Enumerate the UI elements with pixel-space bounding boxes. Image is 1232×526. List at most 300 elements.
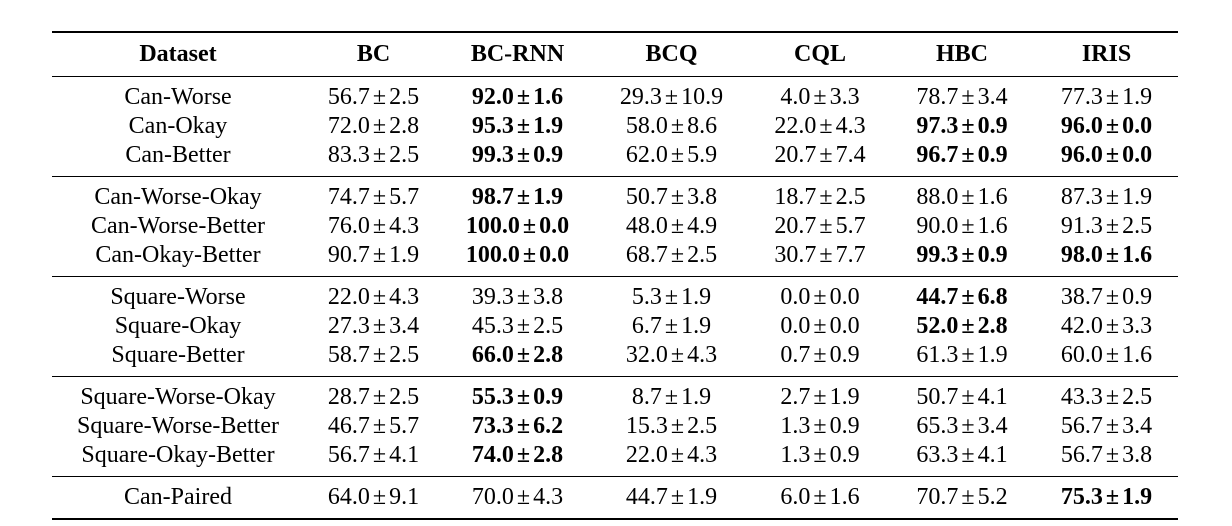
score-std: 6.8 xyxy=(977,284,1008,310)
score-mean: 48.0 xyxy=(625,213,668,239)
score-mean: 96.0 xyxy=(1060,113,1103,139)
dataset-name-cell: Square-Worse-Okay xyxy=(80,384,276,410)
table-row xyxy=(52,212,1178,241)
score-std: 2.5 xyxy=(1122,384,1153,410)
score-mean: 52.0 xyxy=(916,313,959,339)
score-cell xyxy=(751,212,889,241)
score-std: 2.5 xyxy=(389,84,420,110)
score-mean: 28.7 xyxy=(327,384,370,410)
score-std: 2.5 xyxy=(1122,213,1153,239)
plus-minus-symbol: ± xyxy=(516,313,531,339)
plus-minus-symbol: ± xyxy=(664,313,679,339)
plus-minus-symbol: ± xyxy=(961,242,975,268)
plus-minus-symbol: ± xyxy=(372,113,387,139)
score-mean: 6.0 xyxy=(780,484,811,510)
score-cell xyxy=(1035,441,1178,477)
plus-minus-symbol: ± xyxy=(372,213,387,239)
score-std: 3.4 xyxy=(389,313,420,339)
score-cell xyxy=(304,441,443,477)
score-std: 0.0 xyxy=(829,284,860,310)
table-row xyxy=(52,477,1178,520)
score-cell xyxy=(592,341,751,377)
score-std: 0.9 xyxy=(1122,284,1153,310)
score-std: 1.9 xyxy=(533,113,564,139)
table-row xyxy=(52,441,1178,477)
dataset-name-cell: Square-Better xyxy=(52,341,304,377)
score-mean: 50.7 xyxy=(916,384,959,410)
plus-minus-symbol: ± xyxy=(961,184,975,210)
plus-minus-symbol: ± xyxy=(664,284,679,310)
plus-minus-symbol: ± xyxy=(961,213,975,239)
plus-minus-symbol: ± xyxy=(813,284,827,310)
dataset-name-cell: Square-Worse xyxy=(110,284,246,310)
table-row xyxy=(52,377,1178,413)
score-cell xyxy=(592,477,751,520)
score-std: 1.6 xyxy=(829,484,860,510)
score-mean: 70.0 xyxy=(471,484,514,510)
score-mean: 70.7 xyxy=(916,484,959,510)
score-std: 4.3 xyxy=(389,213,420,239)
plus-minus-symbol: ± xyxy=(516,184,531,210)
score-std: 0.9 xyxy=(829,342,860,368)
plus-minus-symbol: ± xyxy=(664,84,679,110)
score-cell xyxy=(889,441,1035,477)
table-header xyxy=(52,32,1178,77)
score-mean: 74.7 xyxy=(327,184,370,210)
plus-minus-symbol: ± xyxy=(1105,384,1120,410)
plus-minus-symbol: ± xyxy=(961,113,975,139)
score-std: 5.7 xyxy=(389,413,420,439)
score-mean: 75.3 xyxy=(1060,484,1103,510)
score-mean: 87.3 xyxy=(1060,184,1103,210)
plus-minus-symbol: ± xyxy=(961,442,975,468)
score-std: 3.8 xyxy=(533,284,564,310)
score-mean: 83.3 xyxy=(327,142,370,168)
score-mean: 76.0 xyxy=(327,213,370,239)
score-mean: 58.0 xyxy=(625,113,668,139)
score-std: 0.9 xyxy=(533,384,564,410)
table-row xyxy=(52,141,1178,177)
score-std: 0.9 xyxy=(533,142,564,168)
score-mean: 5.3 xyxy=(631,284,662,310)
score-mean: 72.0 xyxy=(327,113,370,139)
score-cell xyxy=(751,412,889,441)
score-mean: 78.7 xyxy=(916,84,959,110)
score-mean: 96.0 xyxy=(1060,142,1103,168)
score-mean: 42.0 xyxy=(1060,313,1103,339)
score-std: 2.5 xyxy=(389,384,420,410)
score-cell xyxy=(443,112,592,141)
plus-minus-symbol: ± xyxy=(372,184,387,210)
score-mean: 56.7 xyxy=(1060,413,1103,439)
table-row xyxy=(52,341,1178,377)
plus-minus-symbol: ± xyxy=(516,113,531,139)
score-cell xyxy=(592,277,751,313)
score-std: 2.8 xyxy=(533,342,564,368)
score-mean: 97.3 xyxy=(916,113,959,139)
score-mean: 61.3 xyxy=(916,342,959,368)
header-cql: CQL xyxy=(751,32,889,77)
score-cell xyxy=(304,377,443,413)
score-std: 9.1 xyxy=(389,484,420,510)
plus-minus-symbol: ± xyxy=(1105,242,1120,268)
score-cell xyxy=(751,441,889,477)
score-cell xyxy=(889,141,1035,177)
score-mean: 22.0 xyxy=(625,442,668,468)
score-mean: 62.0 xyxy=(625,142,668,168)
score-cell xyxy=(592,141,751,177)
score-std: 3.3 xyxy=(829,84,860,110)
score-cell xyxy=(889,177,1035,213)
score-cell xyxy=(304,312,443,341)
score-mean: 56.7 xyxy=(327,442,370,468)
score-cell xyxy=(751,341,889,377)
score-cell xyxy=(592,212,751,241)
score-std: 4.3 xyxy=(835,113,866,139)
score-std: 0.0 xyxy=(1122,113,1153,139)
score-std: 2.5 xyxy=(389,342,420,368)
score-mean: 77.3 xyxy=(1060,84,1103,110)
dataset-name-cell: Square-Okay-Better xyxy=(52,441,304,477)
plus-minus-symbol: ± xyxy=(516,342,531,368)
score-cell xyxy=(751,177,889,213)
score-std: 1.9 xyxy=(533,184,564,210)
plus-minus-symbol: ± xyxy=(670,213,685,239)
score-mean: 1.3 xyxy=(780,442,811,468)
score-cell xyxy=(592,312,751,341)
plus-minus-symbol: ± xyxy=(670,484,685,510)
score-cell xyxy=(1035,77,1178,113)
score-std: 2.5 xyxy=(835,184,866,210)
score-mean: 27.3 xyxy=(327,313,370,339)
score-mean: 96.7 xyxy=(916,142,959,168)
score-mean: 99.3 xyxy=(471,142,514,168)
score-cell xyxy=(592,412,751,441)
plus-minus-symbol: ± xyxy=(670,442,685,468)
score-cell xyxy=(443,212,592,241)
plus-minus-symbol: ± xyxy=(813,84,827,110)
score-mean: 98.7 xyxy=(471,184,514,210)
score-cell xyxy=(751,277,889,313)
score-mean: 43.3 xyxy=(1060,384,1103,410)
table-row xyxy=(52,277,1178,313)
score-cell xyxy=(1035,112,1178,141)
plus-minus-symbol: ± xyxy=(1105,442,1120,468)
score-mean: 6.7 xyxy=(631,313,662,339)
plus-minus-symbol: ± xyxy=(522,213,537,239)
plus-minus-symbol: ± xyxy=(372,442,387,468)
score-mean: 0.0 xyxy=(780,313,811,339)
score-mean: 0.0 xyxy=(780,284,811,310)
score-mean: 58.7 xyxy=(327,342,370,368)
score-cell xyxy=(304,177,443,213)
score-mean: 64.0 xyxy=(327,484,370,510)
plus-minus-symbol: ± xyxy=(516,284,531,310)
score-mean: 90.7 xyxy=(327,242,370,268)
dataset-name-cell: Can-Okay-Better xyxy=(52,241,304,277)
score-std: 4.1 xyxy=(977,442,1008,468)
score-cell xyxy=(889,241,1035,277)
score-mean: 68.7 xyxy=(625,242,668,268)
score-mean: 95.3 xyxy=(471,113,514,139)
score-cell xyxy=(751,241,889,277)
table-row xyxy=(52,177,1178,213)
score-std: 1.9 xyxy=(977,342,1008,368)
score-cell xyxy=(889,412,1035,441)
score-std: 8.6 xyxy=(687,113,718,139)
score-mean: 56.7 xyxy=(327,84,370,110)
score-std: 0.9 xyxy=(829,442,860,468)
dataset-name-cell: Can-Worse xyxy=(124,84,232,110)
plus-minus-symbol: ± xyxy=(961,142,975,168)
score-cell xyxy=(751,477,889,520)
score-std: 1.6 xyxy=(533,84,564,110)
score-cell xyxy=(1035,377,1178,413)
plus-minus-symbol: ± xyxy=(1105,113,1120,139)
score-mean: 32.0 xyxy=(625,342,668,368)
score-cell xyxy=(443,141,592,177)
score-std: 0.9 xyxy=(977,142,1008,168)
score-std: 0.0 xyxy=(539,242,570,268)
score-cell xyxy=(1035,212,1178,241)
plus-minus-symbol: ± xyxy=(372,142,387,168)
score-std: 1.9 xyxy=(1122,484,1153,510)
score-mean: 2.7 xyxy=(780,384,811,410)
dataset-name-cell: Can-Paired xyxy=(52,477,304,520)
score-std: 1.6 xyxy=(1122,342,1153,368)
score-mean: 66.0 xyxy=(471,342,514,368)
header-row xyxy=(52,32,1178,77)
score-mean: 73.3 xyxy=(471,413,514,439)
plus-minus-symbol: ± xyxy=(813,484,827,510)
score-std: 1.6 xyxy=(977,213,1008,239)
score-cell xyxy=(1035,241,1178,277)
plus-minus-symbol: ± xyxy=(1105,284,1120,310)
score-mean: 44.7 xyxy=(916,284,959,310)
score-std: 4.1 xyxy=(389,442,420,468)
score-cell xyxy=(443,177,592,213)
score-std: 0.0 xyxy=(539,213,570,239)
plus-minus-symbol: ± xyxy=(670,113,685,139)
score-cell xyxy=(304,212,443,241)
score-std: 5.2 xyxy=(977,484,1008,510)
score-cell xyxy=(889,312,1035,341)
plus-minus-symbol: ± xyxy=(1105,142,1120,168)
score-std: 1.9 xyxy=(829,384,860,410)
plus-minus-symbol: ± xyxy=(516,442,531,468)
score-mean: 18.7 xyxy=(774,184,817,210)
header-dataset: Dataset xyxy=(52,32,304,77)
score-cell xyxy=(443,241,592,277)
plus-minus-symbol: ± xyxy=(961,284,975,310)
plus-minus-symbol: ± xyxy=(819,113,833,139)
score-mean: 45.3 xyxy=(471,313,514,339)
score-cell xyxy=(592,241,751,277)
score-std: 6.2 xyxy=(533,413,564,439)
plus-minus-symbol: ± xyxy=(372,284,387,310)
score-mean: 88.0 xyxy=(916,184,959,210)
score-std: 1.9 xyxy=(681,284,712,310)
score-mean: 46.7 xyxy=(327,413,370,439)
plus-minus-symbol: ± xyxy=(516,84,531,110)
score-cell xyxy=(304,277,443,313)
score-std: 2.8 xyxy=(389,113,420,139)
plus-minus-symbol: ± xyxy=(372,84,387,110)
score-cell xyxy=(592,177,751,213)
plus-minus-symbol: ± xyxy=(372,313,387,339)
score-cell xyxy=(751,312,889,341)
score-std: 4.3 xyxy=(687,342,718,368)
score-mean: 100.0 xyxy=(465,242,520,268)
score-std: 2.5 xyxy=(687,242,718,268)
results-table-container xyxy=(52,31,1178,520)
score-std: 2.8 xyxy=(533,442,564,468)
score-std: 2.5 xyxy=(687,413,718,439)
score-mean: 22.0 xyxy=(774,113,817,139)
score-cell xyxy=(443,277,592,313)
dataset-name-cell: Can-Better xyxy=(52,141,304,177)
score-mean: 1.3 xyxy=(780,413,811,439)
plus-minus-symbol: ± xyxy=(1105,213,1120,239)
header-hbc: HBC xyxy=(889,32,1035,77)
score-std: 4.3 xyxy=(389,284,420,310)
plus-minus-symbol: ± xyxy=(522,242,537,268)
score-cell xyxy=(1035,177,1178,213)
score-mean: 65.3 xyxy=(916,413,959,439)
table-row xyxy=(52,241,1178,277)
header-bc-rnn: BC-RNN xyxy=(443,32,592,77)
score-cell xyxy=(443,312,592,341)
plus-minus-symbol: ± xyxy=(670,413,685,439)
header-bc: BC xyxy=(304,32,443,77)
score-mean: 39.3 xyxy=(471,284,514,310)
plus-minus-symbol: ± xyxy=(819,142,833,168)
score-std: 7.7 xyxy=(835,242,866,268)
score-std: 1.6 xyxy=(1122,242,1153,268)
score-cell xyxy=(889,477,1035,520)
score-mean: 4.0 xyxy=(780,84,811,110)
plus-minus-symbol: ± xyxy=(1105,84,1120,110)
results-table xyxy=(52,31,1178,520)
score-std: 0.0 xyxy=(829,313,860,339)
score-mean: 98.0 xyxy=(1060,242,1103,268)
score-cell xyxy=(889,212,1035,241)
score-std: 4.3 xyxy=(533,484,564,510)
score-std: 1.9 xyxy=(389,242,420,268)
score-cell xyxy=(1035,312,1178,341)
score-cell xyxy=(443,412,592,441)
dataset-name-cell: Square-Worse-Better xyxy=(77,413,279,439)
score-std: 4.3 xyxy=(687,442,718,468)
plus-minus-symbol: ± xyxy=(961,484,975,510)
score-std: 4.9 xyxy=(687,213,718,239)
table-row xyxy=(52,312,1178,341)
score-mean: 92.0 xyxy=(471,84,514,110)
score-cell xyxy=(1035,277,1178,313)
score-mean: 90.0 xyxy=(916,213,959,239)
plus-minus-symbol: ± xyxy=(664,384,679,410)
plus-minus-symbol: ± xyxy=(819,213,833,239)
score-mean: 91.3 xyxy=(1060,213,1103,239)
plus-minus-symbol: ± xyxy=(813,313,827,339)
score-mean: 15.3 xyxy=(625,413,668,439)
score-std: 7.4 xyxy=(835,142,866,168)
score-cell xyxy=(592,77,751,113)
score-std: 5.7 xyxy=(835,213,866,239)
score-mean: 55.3 xyxy=(471,384,514,410)
plus-minus-symbol: ± xyxy=(670,142,685,168)
score-cell xyxy=(889,112,1035,141)
score-std: 1.9 xyxy=(681,384,712,410)
plus-minus-symbol: ± xyxy=(670,242,685,268)
score-std: 1.9 xyxy=(681,313,712,339)
score-std: 4.1 xyxy=(977,384,1008,410)
score-mean: 100.0 xyxy=(465,213,520,239)
plus-minus-symbol: ± xyxy=(819,242,833,268)
score-std: 1.9 xyxy=(1122,84,1153,110)
score-cell xyxy=(592,441,751,477)
score-mean: 99.3 xyxy=(916,242,959,268)
plus-minus-symbol: ± xyxy=(1105,184,1120,210)
score-std: 3.4 xyxy=(977,413,1008,439)
score-mean: 8.7 xyxy=(631,384,662,410)
score-cell xyxy=(304,112,443,141)
header-iris: IRIS xyxy=(1035,32,1178,77)
score-cell xyxy=(304,477,443,520)
score-std: 2.5 xyxy=(389,142,420,168)
score-cell xyxy=(304,412,443,441)
score-std: 3.8 xyxy=(1122,442,1153,468)
score-std: 2.5 xyxy=(533,313,564,339)
score-mean: 60.0 xyxy=(1060,342,1103,368)
dataset-name-cell: Can-Worse-Better xyxy=(91,213,265,239)
score-cell xyxy=(592,377,751,413)
plus-minus-symbol: ± xyxy=(372,342,387,368)
score-cell xyxy=(889,377,1035,413)
score-cell xyxy=(751,141,889,177)
plus-minus-symbol: ± xyxy=(372,242,387,268)
score-mean: 38.7 xyxy=(1060,284,1103,310)
score-cell xyxy=(1035,412,1178,441)
score-std: 3.8 xyxy=(687,184,718,210)
score-cell xyxy=(751,377,889,413)
plus-minus-symbol: ± xyxy=(670,342,685,368)
score-mean: 20.7 xyxy=(774,142,817,168)
score-cell xyxy=(1035,477,1178,520)
plus-minus-symbol: ± xyxy=(516,413,531,439)
score-cell xyxy=(443,77,592,113)
table-body xyxy=(52,77,1178,520)
score-cell xyxy=(443,441,592,477)
plus-minus-symbol: ± xyxy=(961,313,975,339)
score-mean: 0.7 xyxy=(780,342,811,368)
score-std: 10.9 xyxy=(681,84,724,110)
score-std: 2.8 xyxy=(977,313,1008,339)
score-std: 3.4 xyxy=(977,84,1008,110)
score-cell xyxy=(1035,141,1178,177)
score-cell xyxy=(443,377,592,413)
score-std: 1.9 xyxy=(687,484,718,510)
score-std: 3.4 xyxy=(1122,413,1153,439)
score-cell xyxy=(751,77,889,113)
score-cell xyxy=(304,241,443,277)
plus-minus-symbol: ± xyxy=(813,413,827,439)
plus-minus-symbol: ± xyxy=(1105,342,1120,368)
plus-minus-symbol: ± xyxy=(1105,313,1120,339)
plus-minus-symbol: ± xyxy=(516,384,531,410)
score-mean: 29.3 xyxy=(619,84,662,110)
plus-minus-symbol: ± xyxy=(372,484,387,510)
